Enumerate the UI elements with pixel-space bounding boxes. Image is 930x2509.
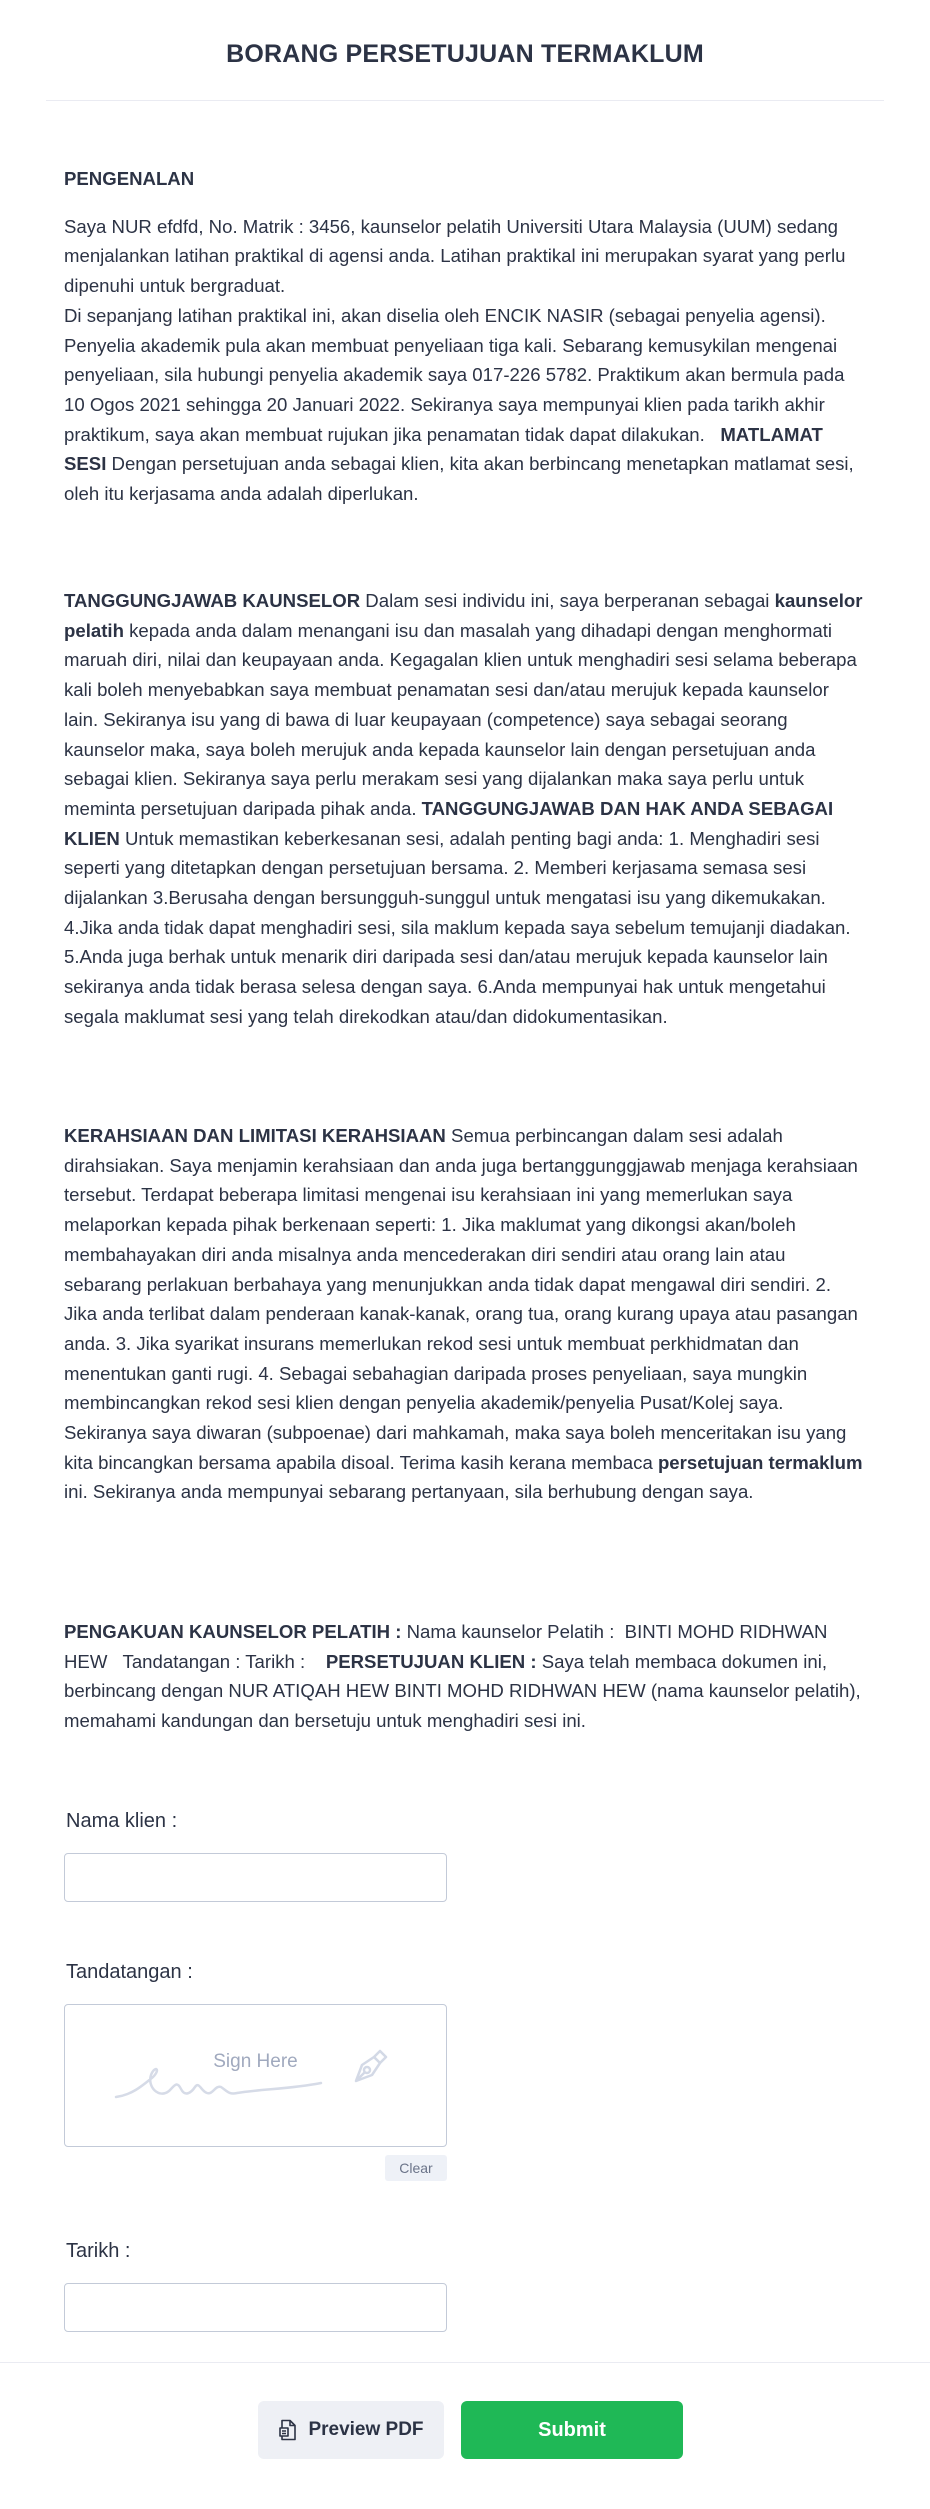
- acknowledgement-heading: PENGAKUAN KAUNSELOR PELATIH :: [64, 1621, 402, 1642]
- responsibility-section: [64, 586, 866, 1032]
- client-name-input[interactable]: [64, 1853, 447, 1902]
- client-name-label: Nama klien :: [66, 1810, 178, 1832]
- date-label: Tarikh :: [66, 2240, 131, 2262]
- acknowledgement-section: [64, 1617, 866, 1736]
- client-consent-text: Saya telah membaca dokumen ini, berbincang dengan NUR ATIQAH HEW BINTI MOHD RIDHWAN HEW (nama kaunselor pelatih), memahami kandungan dan bersetuju untuk menghadiri sesi ini.: [64, 1650, 861, 1732]
- submit-button[interactable]: Submit: [461, 2401, 683, 2459]
- intro-paragraph-1: Saya NUR efdfd, No. Matrik : 3456, kaunselor pelatih Universiti Utara Malaysia (UUM) sedang menjalankan latihan praktikal di agensi anda. Latihan praktikal ini merupakan syarat yang perlu dipenuhi untuk bergraduat.: [64, 215, 846, 297]
- responsibility-text-1: Dalam sesi individu ini, saya berperanan sebagai: [360, 590, 775, 611]
- intro-section: [64, 164, 866, 509]
- responsibility-text-2: kepada anda dalam menangani isu dan masalah yang dihadapi dengan menghormati maruah diri, nilai dan keupayaan anda. Kegagalan klien untuk menghadiri sesi selama beberapa kali boleh menyebabkan saya membuat penamatan sesi dan/atau merujuk kepada kaunselor lain. Sekiranya isu yang di bawa di luar keupayaan (competence) saya sebagai seorang kaunselor maka, saya boleh merujuk anda kepada kaunselor lain dengan persetujuan anda sebagai klien. Sekiranya saya perlu merakam sesi yang dijalankan maka saya perlu untuk meminta persetujuan daripada pihak anda.: [64, 619, 857, 819]
- preview-pdf-label: Preview PDF: [308, 2419, 424, 2440]
- intro-text: [64, 212, 866, 509]
- signature-label: Tandatangan :: [66, 1961, 193, 1983]
- intro-paragraph-2: Di sepanjang latihan praktikal ini, akan diselia oleh ENCIK NASIR (sebagai penyelia agensi). Penyelia akademik pula akan membuat penyeliaan tiga kali. Sebarang kemusykilan mengenai penyeliaan, sila hubungi penyelia akademik saya 017-226 5782. Praktikum akan bermula pada 10 Ogos 2021 sehingga 20 Januari 2022. Sekiranya saya mempunyai klien pada tarikh akhir praktikum, saya akan membuat rujukan jika penamatan tidak dapat dilakukan.: [64, 304, 845, 445]
- rights-heading: TANGGUNGJAWAB DAN HAK ANDA SEBAGAI KLIEN: [64, 797, 834, 849]
- confidentiality-text-1: Semua perbincangan dalam sesi adalah dirahsiakan. Saya menjamin kerahsiaan dan anda juga bertanggunggjawab menjaga kerahsiaan tersebut. Terdapat beberapa limitasi mengenai isu kerahsiaan ini yang memerlukan saya melaporkan kepada pihak berkenaan seperti: 1. Jika maklumat yang dikongsi akan/boleh membahayakan diri anda misalnya anda mencederakan diri sendiri atau orang lain atau sebarang perlakuan berbahaya yang menunjukkan anda tidak dapat mengawal diri sendiri. 2. Jika anda terlibat dalam penderaan kanak-kanak, orang tua, orang kurang upaya atau pasangan anda. 3. Jika syarikat insurans memerlukan rekod sesi untuk membuat perkhidmatan dan menentukan ganti rugi. 4. Sebagai sebahagian daripada proses penyeliaan, saya mungkin membincangkan rekod sesi klien dengan penyelia akademik/penyelia Pusat/Kolej saya. Sekiranya saya diwaran (subpoenae) dari mahkamah, maka saya boleh menceritakan isu yang kita bincangkan bersama apabila disoal. Terima kasih kerana membaca: [64, 1125, 858, 1473]
- title-divider: [46, 100, 884, 101]
- client-consent-heading: PERSETUJUAN KLIEN :: [325, 1650, 537, 1672]
- counselor-trainee-bold: kaunselor pelatih: [64, 590, 863, 641]
- intro-heading: PENGENALAN: [64, 168, 195, 189]
- informed-consent-bold: persetujuan termaklum: [657, 1451, 863, 1473]
- confidentiality-text: [64, 1121, 866, 1507]
- signature-pad[interactable]: [64, 2004, 447, 2147]
- footer-divider: [0, 2362, 930, 2363]
- date-input[interactable]: [64, 2283, 447, 2332]
- responsibility-heading: TANGGUNGJAWAB KAUNSELOR: [64, 590, 361, 611]
- clear-signature-button[interactable]: Clear: [385, 2155, 447, 2181]
- signature-hint: Sign Here: [213, 2051, 298, 2072]
- confidentiality-section: [64, 1121, 866, 1507]
- document-icon: [278, 2419, 298, 2441]
- pen-nib-icon: [348, 2045, 392, 2089]
- responsibility-text: [64, 586, 866, 1032]
- acknowledgement-text: [64, 1617, 866, 1736]
- goal-text: Dengan persetujuan anda sebagai klien, kita akan berbincang menetapkan matlamat sesi, oleh itu kerjasama anda adalah diperlukan.: [64, 453, 854, 505]
- rights-text: Untuk memastikan keberkesanan sesi, adalah penting bagi anda: 1. Menghadiri sesi seperti yang ditetapkan dengan persetujuan bersama. 2. Memberi kerjasama semasa sesi dijalankan 3.Berusaha dengan bersungguh-sunggul untuk mengatasi isu yang dikemukakan. 4.Jika anda tidak dapat menghadiri sesi, sila maklum kepada saya sebelum temujanji diadakan. 5.Anda juga berhak untuk menarik diri daripada sesi dan/atau merujuk kepada kaunselor lain sekiranya anda tidak berasa selesa dengan saya. 6.Anda mempunyai hak untuk mengetahui segala maklumat sesi yang telah direkodkan atau/dan didokumentasikan.: [64, 827, 851, 1027]
- form-title: BORANG PERSETUJUAN TERMAKLUM: [226, 40, 704, 68]
- confidentiality-text-2: ini. Sekiranya anda mempunyai sebarang pertanyaan, sila berhubung dengan saya.: [64, 1481, 754, 1503]
- goal-heading: MATLAMAT SESI: [64, 423, 823, 475]
- confidentiality-heading: KERAHSIAAN DAN LIMITASI KERAHSIAAN: [64, 1125, 446, 1146]
- acknowledgement-text-1: Nama kaunselor Pelatih : BINTI MOHD RIDHWAN HEW Tandatangan : Tarikh :: [64, 1621, 833, 1672]
- preview-pdf-button[interactable]: [258, 2401, 444, 2459]
